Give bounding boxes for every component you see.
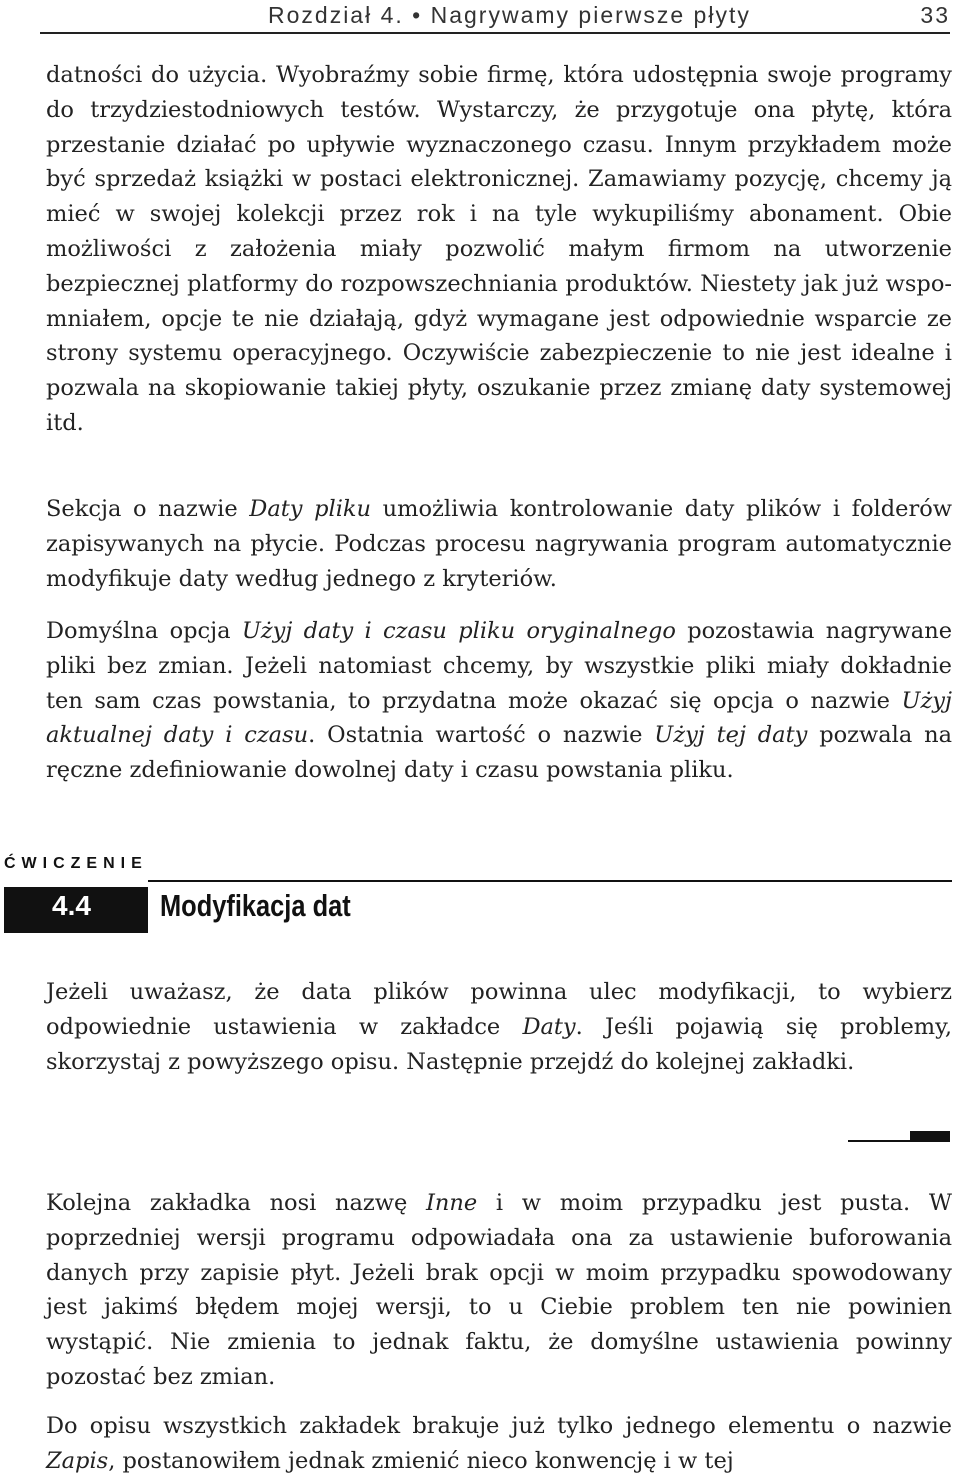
text-run: Sekcja o nazwie <box>46 496 250 522</box>
paragraph-1: datności do użycia. Wyobraźmy sobie firmę, która udostępnia swoje programy do trzydziestodniowych testów. Wystarczy, że przygotuje ona płytę, która przestanie działać po upływie wyznaczonego czasu. Innym przykładem może być sprzedaż książki w postaci elektronicznej. Zamawiamy pozycję, chcemy ją mieć w swojej kolekcji przez rok i na tyle wykupiliśmy abonament. Obie możliwości z założenia miały pozwolić małym firmom na utworzenie bezpiecznej platformy do rozpowszechniania produktów. Niestety jak już wspomniałem, opcje te nie działają, gdyż wymagane jest odpowiednie wsparcie ze strony systemu operacyjnego. Oczywiście zabezpieczenie to nie jest idealne i pozwala na skopiowanie takiej płyty, oszukanie przez zmianę daty systemowej itd. <box>46 62 952 436</box>
text-run: , postanowiłem jednak zmienić nieco konwencję i w tej <box>108 1447 734 1474</box>
paragraph-2 <box>46 492 952 596</box>
exercise-rule <box>148 880 952 882</box>
text-run: . Ostatnia wartość o nazwie <box>308 722 655 749</box>
text-run: pozostawia nagrywane pliki bez zmian. Jeżeli natomiast chcemy, by wszystkie pliki miały dokładnie ten sam czas powstania, to przydatna może okazać się opcja o nazwie <box>46 618 953 714</box>
emphasis-daty: Daty <box>522 1013 576 1040</box>
text-run: i w moim przypadku jest pusta. W poprzedniej wersji programu odpowiadała ona za ustawienie buforowania danych przy zapisie płyt. Jeżeli brak opcji w moim przypadku spowodowany jest jakimś błędem mojej wersji, to u Ciebie problem ten nie powinien wystąpić. Nie zmienia to jednak faktu, że domyślne ustawienia powinny pozostać bez zmian. <box>46 1190 952 1390</box>
paragraph-6 <box>46 1409 952 1479</box>
text-run: pozwala na ręczne zdefiniowanie dowolnej daty i czasu powstania pliku. <box>46 722 953 784</box>
paragraph-4 <box>46 975 952 1079</box>
paragraph-5 <box>46 1186 952 1395</box>
exercise-end-rule <box>848 1140 912 1142</box>
text-run: umożliwia kontrolowanie daty plików i folderów zapisywanych na płycie. Podczas procesu nagrywania program automatycznie modyfikuje daty według jednego z kryteriów. <box>46 496 952 592</box>
text-run: Jeżeli uważasz, że data plików powinna ulec modyfikacji, to wybierz odpowiednie ustawienia w zakładce <box>46 979 952 1040</box>
emphasis-option-current: Użyj aktualnej daty i czasu <box>46 687 952 749</box>
exercise-number: 4.4 <box>52 890 91 921</box>
emphasis-zapis: Zapis <box>46 1447 109 1474</box>
exercise-title: Modyfikacja dat <box>160 888 351 923</box>
emphasis-inne: Inne <box>426 1190 478 1216</box>
running-title: Rozdział 4. • Nagrywamy pierwsze płyty <box>268 2 751 28</box>
emphasis-option-this-date: Użyj tej daty <box>654 722 808 749</box>
text-run: Domyślna opcja <box>46 618 242 644</box>
paragraph-3 <box>46 614 952 788</box>
exercise-end-mark <box>910 1131 950 1142</box>
text-run: Kolejna zakładka nosi nazwę <box>46 1190 427 1216</box>
emphasis-option-original: Użyj daty i czasu pliku oryginalnego <box>241 618 676 644</box>
emphasis-daty-pliku: Daty pliku <box>249 496 372 522</box>
running-header <box>40 0 950 34</box>
exercise-label: ĆWICZENIE <box>4 855 148 872</box>
page-number: 33 <box>920 2 950 28</box>
text-run: Do opisu wszystkich zakładek brakuje już tylko jednego elementu o nazwie <box>46 1413 952 1439</box>
text-run: . Jeśli pojawią się problemy, skorzystaj z powyższego opisu. Następnie przejdź do kolejnej zakładki. <box>46 1013 952 1075</box>
